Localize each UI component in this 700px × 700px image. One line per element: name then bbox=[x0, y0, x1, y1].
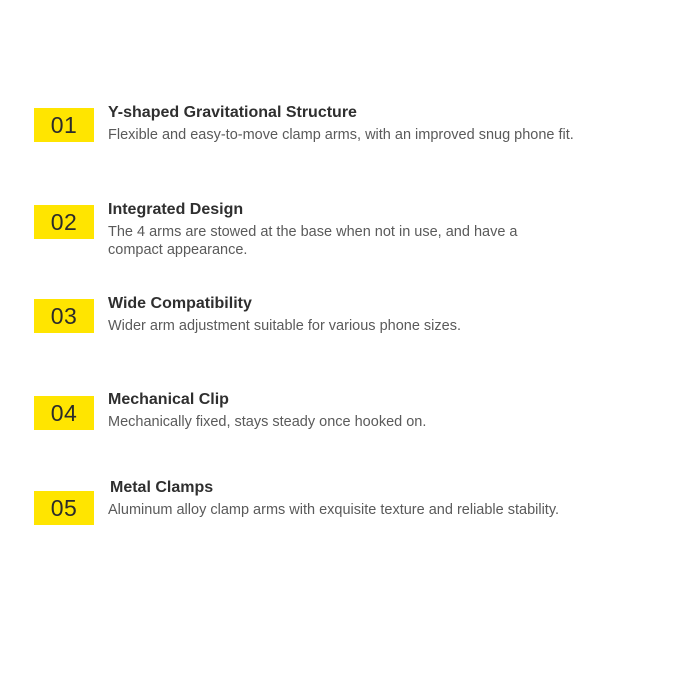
feature-description: Mechanically fixed, stays steady once hooked on. bbox=[108, 414, 427, 430]
feature-description: Flexible and easy-to-move clamp arms, with an improved snug phone fit. bbox=[108, 127, 574, 143]
feature-number-badge: 03 bbox=[34, 299, 94, 333]
feature-number-badge: 01 bbox=[34, 108, 94, 142]
feature-number-badge: 05 bbox=[34, 491, 94, 525]
feature-title: Mechanical Clip bbox=[108, 391, 229, 408]
feature-description: Wider arm adjustment suitable for various phone sizes. bbox=[108, 318, 461, 334]
feature-title: Y-shaped Gravitational Structure bbox=[108, 104, 357, 121]
feature-title: Metal Clamps bbox=[110, 479, 214, 496]
feature-title: Integrated Design bbox=[108, 201, 244, 218]
feature-number-badge: 04 bbox=[34, 396, 94, 430]
feature-number-badge: 02 bbox=[34, 205, 94, 239]
feature-title: Wide Compatibility bbox=[108, 295, 252, 312]
feature-description: The 4 arms are stowed at the base when not in use, and have a compact appearance. bbox=[108, 224, 518, 258]
feature-description: Aluminum alloy clamp arms with exquisite texture and reliable stability. bbox=[108, 502, 560, 518]
